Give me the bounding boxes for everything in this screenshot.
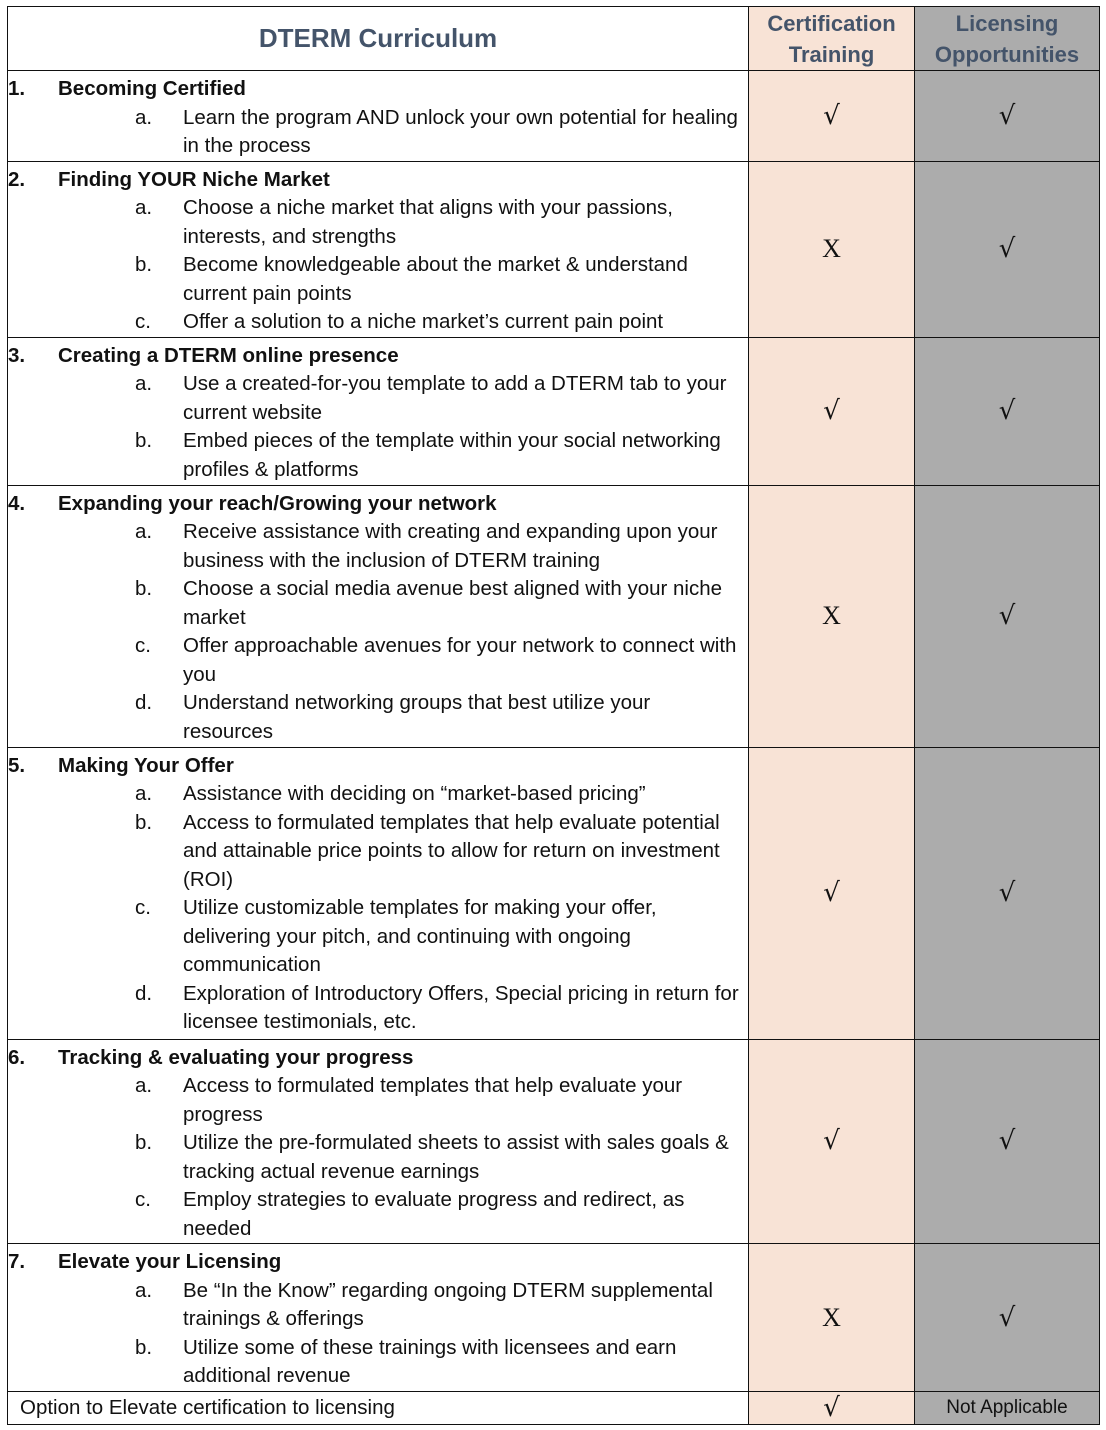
- section-number: 4.: [8, 491, 26, 515]
- section-number: 5.: [8, 753, 26, 777]
- list-item-letter: b.: [135, 1335, 153, 1359]
- list-item-text: Assistance with deciding on “market-based pricing”: [183, 782, 646, 805]
- licensing-cell: [915, 161, 1100, 337]
- column-header-certification-line2: Training: [788, 41, 875, 67]
- x-mark-icon: X: [822, 1302, 841, 1332]
- list-item-text: Choose a niche market that aligns with your passions, interests, and strengths: [183, 196, 673, 248]
- certification-cell: [749, 337, 915, 485]
- list-item: [8, 809, 742, 895]
- list-item-text: Use a created-for-you template to add a DTERM tab to your current website: [183, 372, 727, 424]
- footer-lic-cell: [915, 1392, 1100, 1425]
- licensing-cell: [915, 747, 1100, 1039]
- list-item: [8, 980, 742, 1037]
- certification-cell: [749, 71, 915, 162]
- section-row: [8, 1039, 1100, 1244]
- check-mark-icon: √: [998, 1126, 1016, 1157]
- section-row: [8, 485, 1100, 747]
- section-block: [8, 162, 748, 337]
- list-item: [8, 894, 742, 980]
- certification-cell: [749, 485, 915, 747]
- list-item-text: Utilize the pre-formulated sheets to assist with sales goals & tracking actual revenue earnings: [183, 1131, 729, 1183]
- list-item-text: Understand networking groups that best utilize your resources: [183, 691, 651, 743]
- list-item: [8, 194, 742, 251]
- list-item: [8, 518, 742, 575]
- list-item: [8, 104, 742, 161]
- section-content-cell: [8, 485, 749, 747]
- list-item-letter: a.: [135, 196, 153, 219]
- section-number: 7.: [8, 1250, 26, 1273]
- check-mark-icon: √: [998, 1302, 1016, 1333]
- column-header-licensing-line1: Licensing: [955, 10, 1059, 36]
- section-block: [8, 748, 748, 1037]
- list-item-text: Choose a social media avenue best aligned with your niche market: [183, 577, 723, 629]
- list-item-text: Learn the program AND unlock your own potential for healing in the process: [183, 105, 738, 157]
- footer-lic-text: Not Applicable: [946, 1397, 1068, 1418]
- list-item: [8, 427, 742, 484]
- list-item-text: Offer approachable avenues for your network to connect with you: [183, 634, 737, 686]
- section-block: [8, 71, 748, 161]
- footer-cert-cell: [749, 1392, 915, 1425]
- check-mark-icon: √: [998, 100, 1016, 131]
- licensing-cell: [915, 71, 1100, 162]
- list-item: [8, 370, 742, 427]
- footer-row: [8, 1392, 1100, 1425]
- list-item-text: Exploration of Introductory Offers, Special pricing in return for licensee testimonials, etc.: [183, 981, 739, 1033]
- header-row: [8, 7, 1100, 71]
- licensing-cell: [915, 337, 1100, 485]
- certification-cell: [749, 161, 915, 337]
- check-mark-icon: √: [998, 234, 1016, 264]
- list-item-letter: d.: [135, 981, 153, 1005]
- table-title: DTERM Curriculum: [8, 7, 749, 71]
- column-header-certification-line1: Certification: [767, 10, 896, 36]
- section-content-cell: [8, 1039, 749, 1244]
- section-row: [8, 337, 1100, 485]
- list-item-text: Employ strategies to evaluate progress and redirect, as needed: [183, 1188, 685, 1240]
- list-item: [8, 780, 742, 809]
- list-item: [8, 251, 742, 308]
- list-item-text: Access to formulated templates that help evaluate potential and attainable price points to allow for return on investment (ROI): [183, 810, 720, 891]
- section-block: [8, 338, 748, 485]
- list-item-text: Utilize customizable templates for making your offer, delivering your pitch, and continuing with ongoing communication: [183, 896, 657, 976]
- list-item-letter: c.: [135, 896, 151, 919]
- check-mark-icon: √: [998, 396, 1016, 426]
- section-title: Becoming Certified: [58, 77, 246, 100]
- section-heading: [8, 1044, 742, 1073]
- section-content-cell: [8, 161, 749, 337]
- section-title: Creating a DTERM online presence: [58, 343, 399, 367]
- list-item-text: Offer a solution to a niche market’s current pain point: [183, 310, 664, 333]
- list-item-letter: b.: [135, 810, 153, 834]
- column-header-licensing-line2: Opportunities: [934, 41, 1080, 67]
- list-item: [8, 1072, 742, 1129]
- section-number: 6.: [8, 1045, 26, 1069]
- list-item-text: Utilize some of these trainings with licensees and earn additional revenue: [183, 1335, 677, 1387]
- section-heading: [8, 1248, 742, 1277]
- list-item-letter: c.: [135, 1188, 151, 1211]
- list-item-letter: c.: [135, 310, 151, 333]
- list-item-letter: b.: [135, 577, 153, 600]
- section-title: Expanding your reach/Growing your network: [58, 491, 497, 515]
- list-item-text: Receive assistance with creating and expanding upon your business with the inclusion of DTERM training: [183, 520, 718, 572]
- section-content-cell: [8, 747, 749, 1039]
- check-mark-icon: √: [823, 396, 840, 426]
- list-item-text: Embed pieces of the template within your social networking profiles & platforms: [183, 429, 721, 481]
- list-item-text: Be “In the Know” regarding ongoing DTERM supplemental trainings & offerings: [183, 1278, 713, 1330]
- certification-cell: [749, 1039, 915, 1244]
- check-mark-icon: √: [823, 878, 840, 908]
- curriculum-table: [7, 6, 1100, 1425]
- list-item-letter: a.: [135, 1074, 153, 1097]
- section-heading: [8, 166, 742, 195]
- x-mark-icon: X: [822, 601, 841, 630]
- list-item-letter: c.: [135, 634, 151, 657]
- list-item-letter: b.: [135, 429, 153, 452]
- section-number: 3.: [8, 343, 26, 367]
- certification-cell: [749, 1244, 915, 1392]
- licensing-cell: [915, 1244, 1100, 1392]
- footer-cert-mark: √: [823, 1393, 840, 1423]
- list-item-letter: a.: [135, 782, 153, 805]
- list-item-letter: a.: [135, 105, 153, 129]
- section-title: Making Your Offer: [58, 753, 234, 777]
- section-block: [8, 486, 748, 747]
- list-item-text: Access to formulated templates that help evaluate your progress: [183, 1074, 683, 1126]
- column-header-certification: [749, 7, 915, 71]
- list-item: [8, 308, 742, 337]
- licensing-cell: [915, 1039, 1100, 1244]
- licensing-cell: [915, 485, 1100, 747]
- list-item-letter: a.: [135, 1278, 153, 1302]
- section-content-cell: [8, 71, 749, 162]
- list-item: [8, 575, 742, 632]
- list-item: [8, 632, 742, 689]
- list-item: [8, 1186, 742, 1243]
- list-item-letter: d.: [135, 691, 153, 714]
- list-item-letter: b.: [135, 1131, 153, 1154]
- section-title: Tracking & evaluating your progress: [58, 1045, 414, 1069]
- x-mark-icon: X: [822, 234, 841, 263]
- list-item: [8, 1334, 742, 1391]
- section-number: 2.: [8, 167, 26, 191]
- list-item-letter: a.: [135, 372, 153, 395]
- section-heading: [8, 490, 742, 519]
- section-title: Finding YOUR Niche Market: [58, 167, 330, 191]
- section-content-cell: [8, 337, 749, 485]
- column-header-licensing: [915, 7, 1100, 71]
- section-row: [8, 1244, 1100, 1392]
- list-item: [8, 1129, 742, 1186]
- list-item: [8, 1277, 742, 1334]
- list-item-text: Become knowledgeable about the market & understand current pain points: [183, 253, 688, 305]
- section-title: Elevate your Licensing: [58, 1250, 282, 1273]
- list-item-letter: a.: [135, 520, 153, 543]
- list-item: [8, 689, 742, 746]
- section-row: [8, 747, 1100, 1039]
- section-heading: [8, 342, 742, 371]
- certification-cell: [749, 747, 915, 1039]
- section-block: [8, 1040, 748, 1244]
- section-row: [8, 161, 1100, 337]
- section-heading: [8, 752, 742, 781]
- section-content-cell: [8, 1244, 749, 1392]
- check-mark-icon: √: [823, 1126, 840, 1157]
- check-mark-icon: √: [998, 601, 1016, 631]
- section-number: 1.: [8, 77, 26, 100]
- section-block: [8, 1244, 748, 1391]
- footer-label: Option to Elevate certification to licensing: [8, 1392, 749, 1425]
- section-heading: [8, 75, 742, 104]
- list-item-letter: b.: [135, 253, 153, 276]
- check-mark-icon: √: [998, 878, 1016, 908]
- check-mark-icon: √: [823, 100, 840, 131]
- section-row: [8, 71, 1100, 162]
- sections-body: [8, 71, 1100, 1392]
